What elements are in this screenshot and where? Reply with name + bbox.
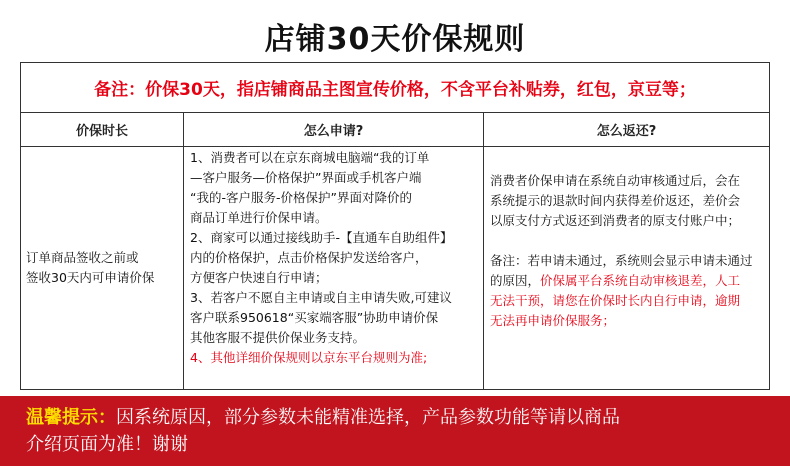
refund-note-prefix: 的原因， [490, 273, 541, 288]
apply-line: 方便客户快速自行申请； [190, 270, 328, 285]
apply-red-line: 4、其他详细价保规则以京东平台规则为准; [190, 350, 428, 365]
apply-line: 1、消费者可以在京东商城电脑端“我的订单 [190, 150, 430, 165]
header-how-refund: 怎么返还? [483, 113, 769, 147]
duration-line: 签收30天内可申请价保 [26, 270, 155, 285]
refund-note-red: 价保属平台系统自动审核退差，人工 [540, 273, 741, 288]
apply-line: 商品订单进行价保申请。 [190, 210, 328, 225]
duration-line: 订单商品签收之前或 [26, 250, 139, 265]
tip-line: 介绍页面为准！谢谢 [26, 434, 188, 455]
apply-cell [183, 147, 483, 389]
tip-text: 因系统原因，部分参数未能精准选择，产品参数功能等请以商品 [116, 407, 620, 428]
apply-line: 内的价格保护，点击价格保护发送给客户， [190, 250, 428, 265]
apply-line: 其他客服不提供价保业务支持。 [190, 330, 366, 345]
refund-note-line: 备注：若申请未通过，系统则会显示申请未通过 [490, 253, 753, 268]
header-duration: 价保时长 [21, 113, 183, 147]
refund-note-red-line: 无法再申请价保服务； [490, 313, 616, 328]
table-note: 备注：价保30天，指店铺商品主图宣传价格，不含平台补贴券，红包，京豆等； [21, 63, 769, 113]
tip-label: 温馨提示： [26, 407, 116, 428]
refund-cell [483, 147, 769, 389]
refund-note-line [490, 271, 765, 291]
refund-line: 系统提示的退款时间内获得差价返还，差价会 [490, 193, 741, 208]
duration-cell [21, 147, 183, 389]
tip-banner [0, 396, 790, 466]
refund-line: 消费者价保申请在系统自动审核通过后，会在 [490, 173, 741, 188]
refund-line: 以原支付方式返还到消费者的原支付账户中； [490, 213, 741, 228]
apply-line: “我的-客户服务-价格保护”界面对降价的 [190, 190, 412, 205]
apply-line: —客户服务—价格保护”界面或手机客户端 [190, 170, 422, 185]
page-title: 店铺30天价保规则 [264, 22, 526, 57]
tip-line [26, 404, 790, 431]
refund-note-red-line: 无法干预，请您在价保时长内自行申请，逾期 [490, 293, 741, 308]
apply-line: 客户联系950618“买家端客服”协助申请价保 [190, 310, 439, 325]
apply-line: 2、商家可以通过接线助手-【直通车自助组件】 [190, 230, 453, 245]
price-protection-table [20, 62, 770, 390]
header-how-apply: 怎么申请? [183, 113, 483, 147]
apply-line: 3、若客户不愿自主申请或自主申请失败,可建议 [190, 290, 452, 305]
